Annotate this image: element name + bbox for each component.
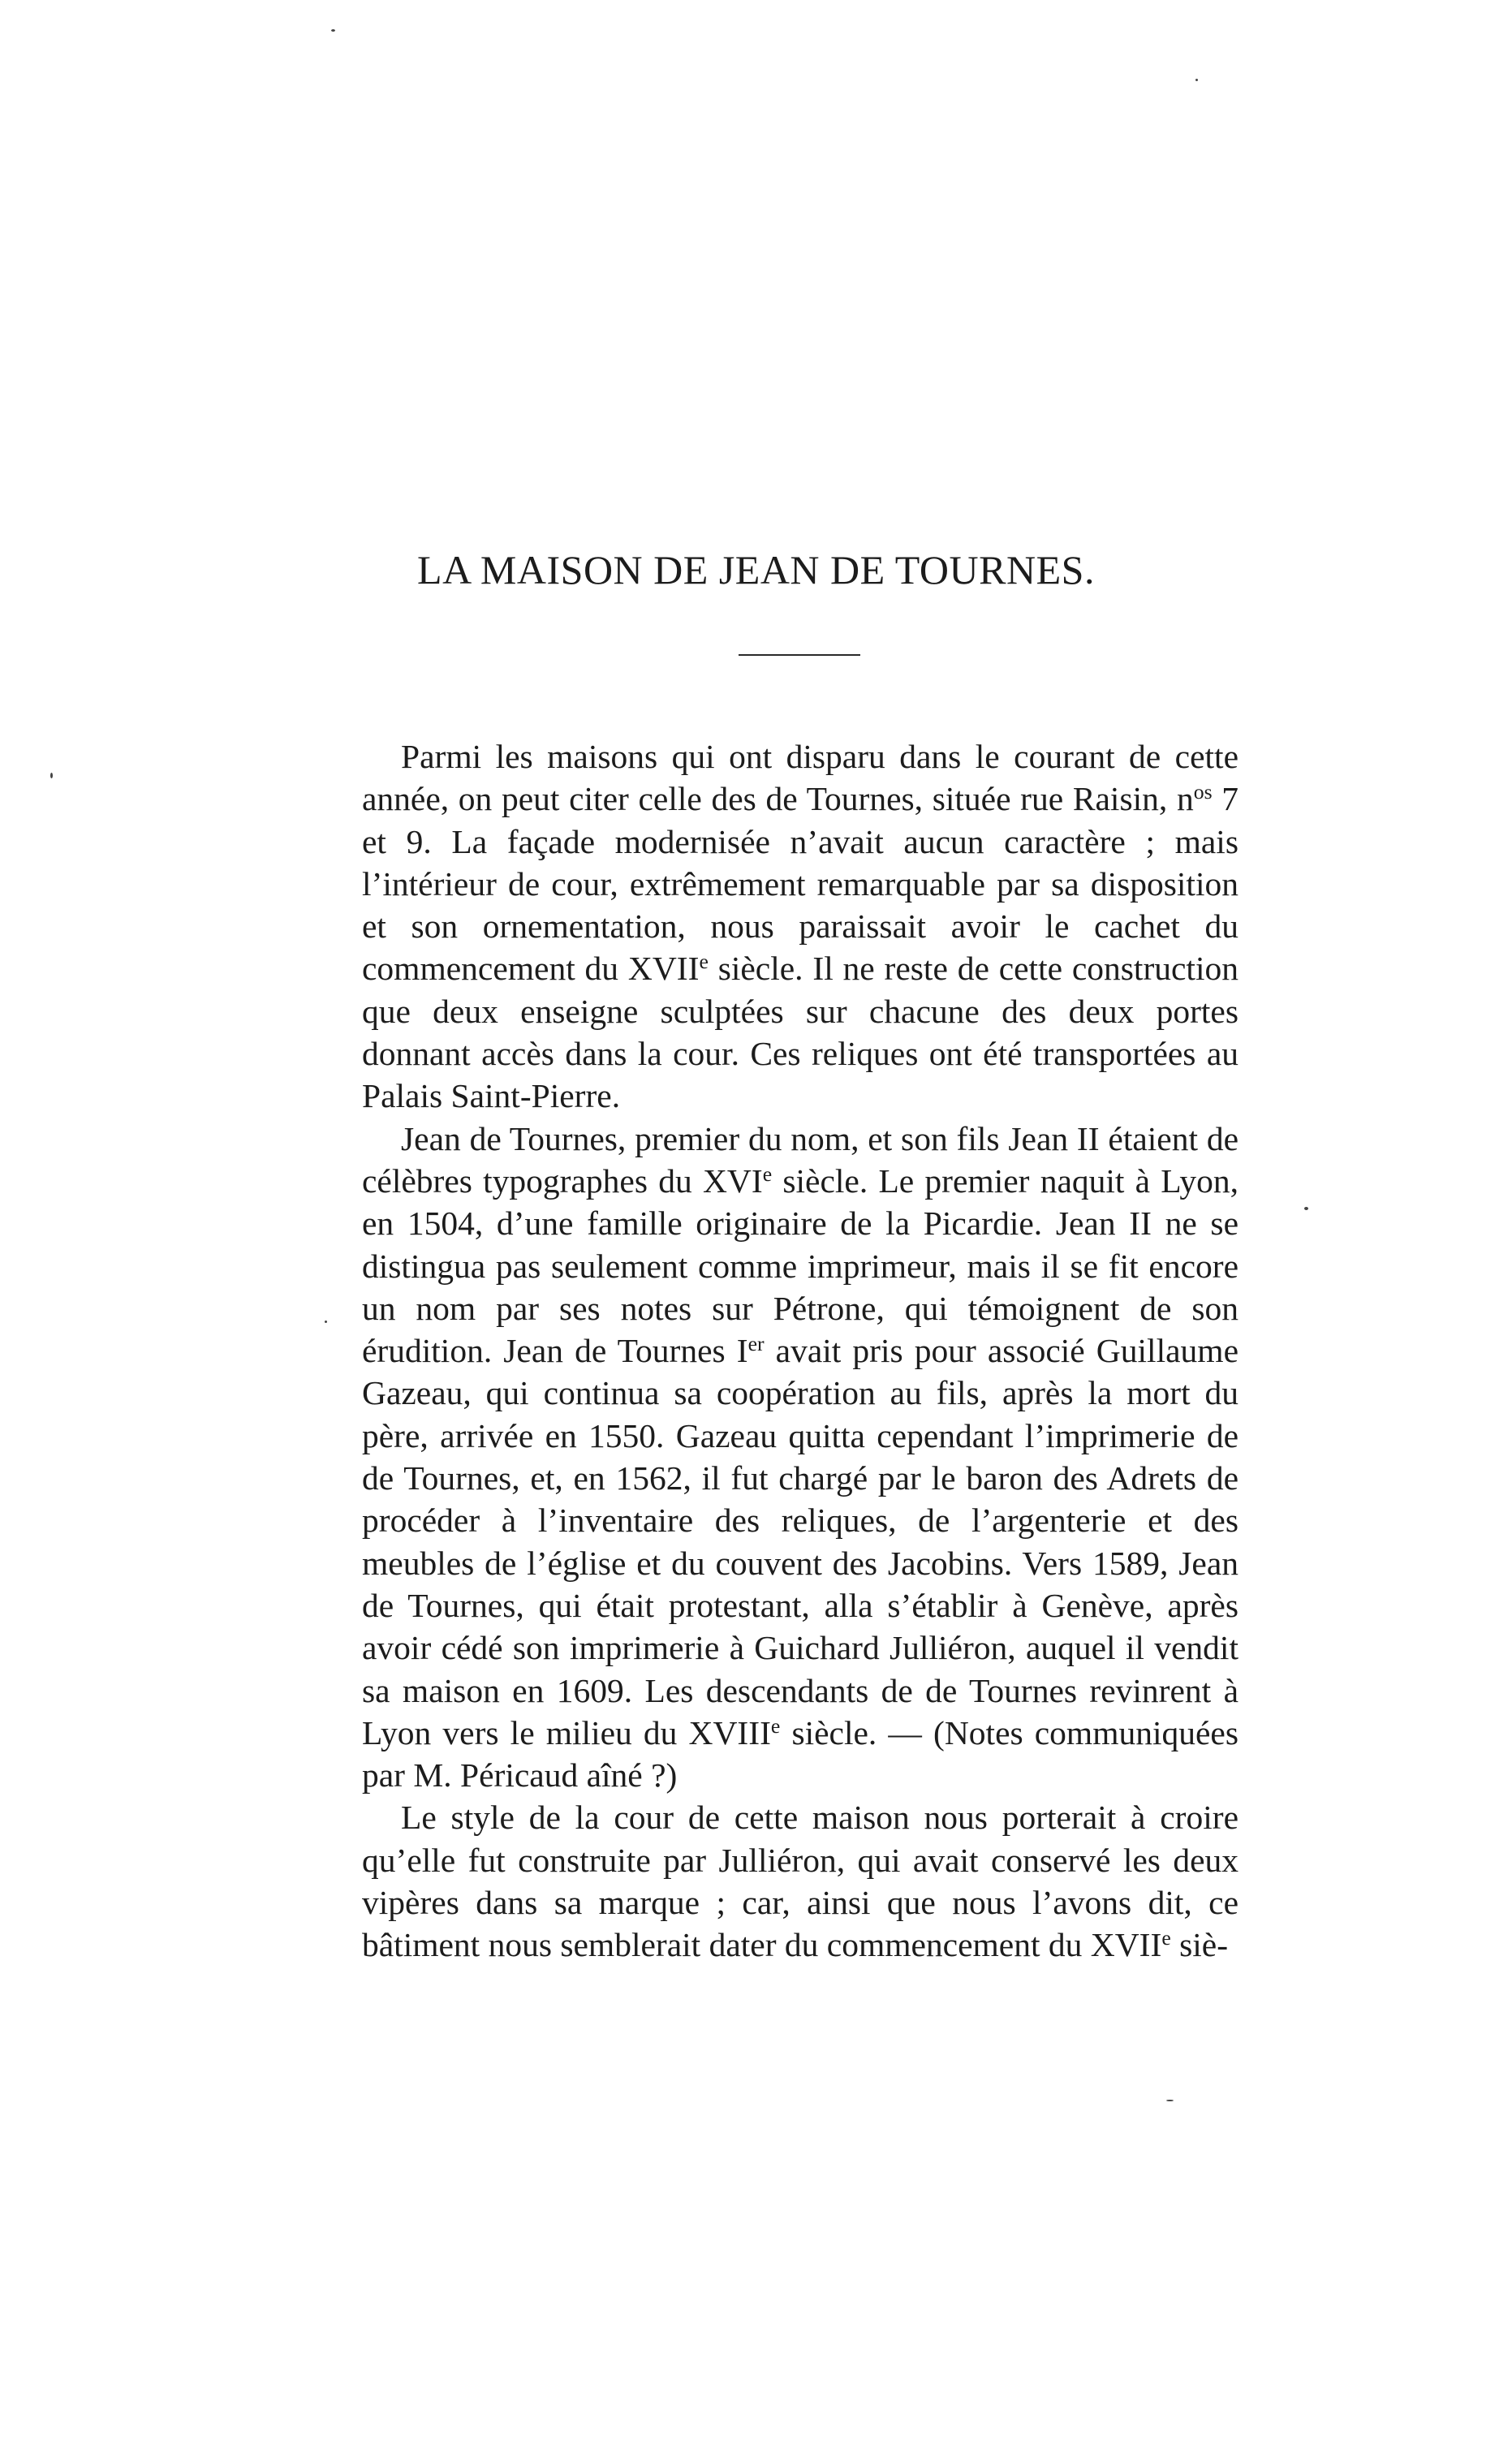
- superscript: e: [770, 1713, 781, 1738]
- text-run: siècle. — (Notes communiquées par M. Péricaud aîné ?): [362, 1713, 1239, 1795]
- body-text: [362, 735, 1238, 1967]
- text-run: Jean de Tournes, premier du nom, et son fils Jean II étaient de célèbres typographes du XVI: [362, 1119, 1238, 1200]
- paragraph-3: [362, 1796, 1238, 1966]
- text-run: siècle. Le premier naquit à Lyon, en 1504, d’une famille originaire de la Picardie. Jean II ne se distingua pas seulement comme imprimeur, mais il se fit encore un nom par ses notes sur Pétrone, qui témoignent de son érudition. Jean de Tournes I: [362, 1161, 1238, 1370]
- text-run: Parmi les maisons qui ont disparu dans le courant de cette année, on peut citer celle des de Tournes, située rue Raisin, n: [362, 738, 1238, 818]
- page-title: LA MAISON DE JEAN DE TOURNES.: [417, 547, 1095, 592]
- superscript: er: [747, 1332, 765, 1356]
- scan-speck: [1195, 79, 1198, 81]
- superscript: e: [1161, 1926, 1171, 1950]
- superscript: os: [1193, 780, 1213, 804]
- scan-speck: [1304, 1207, 1308, 1210]
- text-run: Le style de la cour de cette maison nous porterait à croire qu’elle fut construite par Julliéron, qui avait conservé les deux vipères dans sa marque ; car, ainsi que nous l’avons dit, ce bâtiment nous semblerait dater du commencement du XVII: [362, 1799, 1238, 1964]
- scan-speck: [50, 773, 53, 778]
- scan-speck: [325, 1321, 327, 1323]
- superscript: e: [762, 1161, 773, 1186]
- text-run: siècle. Il ne reste de cette construction que deux enseigne sculptées sur chacune des deux portes donnant accès dans la cour. Ces reliques ont été transportées au Palais Saint-Pierre.: [362, 950, 1238, 1115]
- paragraph-2: [362, 1118, 1238, 1797]
- paragraph-1: [362, 735, 1238, 1118]
- text-run: avait pris pour associé Guillaume Gazeau, qui continua sa coopération au fils, après la mort du père, arrivée en 1550. Gazeau quitta cependant l’imprimerie de de Tournes, et, en 1562, il fut chargé par le baron des Adrets de procéder à l’inventaire des reliques, de l’argenterie et des meubles de l’église et du couvent des Jacobins. Vers 1589, Jean de Tournes, qui était protestant, alla s’établir à Genève, après avoir cédé son imprimerie à Guichard Julliéron, auquel il vendit sa maison en 1609. Les descendants de de Tournes revinrent à Lyon vers le milieu du XVIII: [362, 1332, 1238, 1751]
- title-divider: [739, 654, 860, 656]
- text-run: siè-: [1170, 1926, 1229, 1964]
- scan-speck: [1166, 2100, 1174, 2101]
- text-run: 7 et 9. La façade modernisée n’avait aucun caractère ; mais l’intérieur de cour, extrêmement remarquable par sa disposition et son ornementation, nous paraissait avoir le cachet du commencement du XVII: [362, 780, 1238, 988]
- superscript: e: [699, 950, 709, 974]
- scan-speck: [331, 29, 335, 32]
